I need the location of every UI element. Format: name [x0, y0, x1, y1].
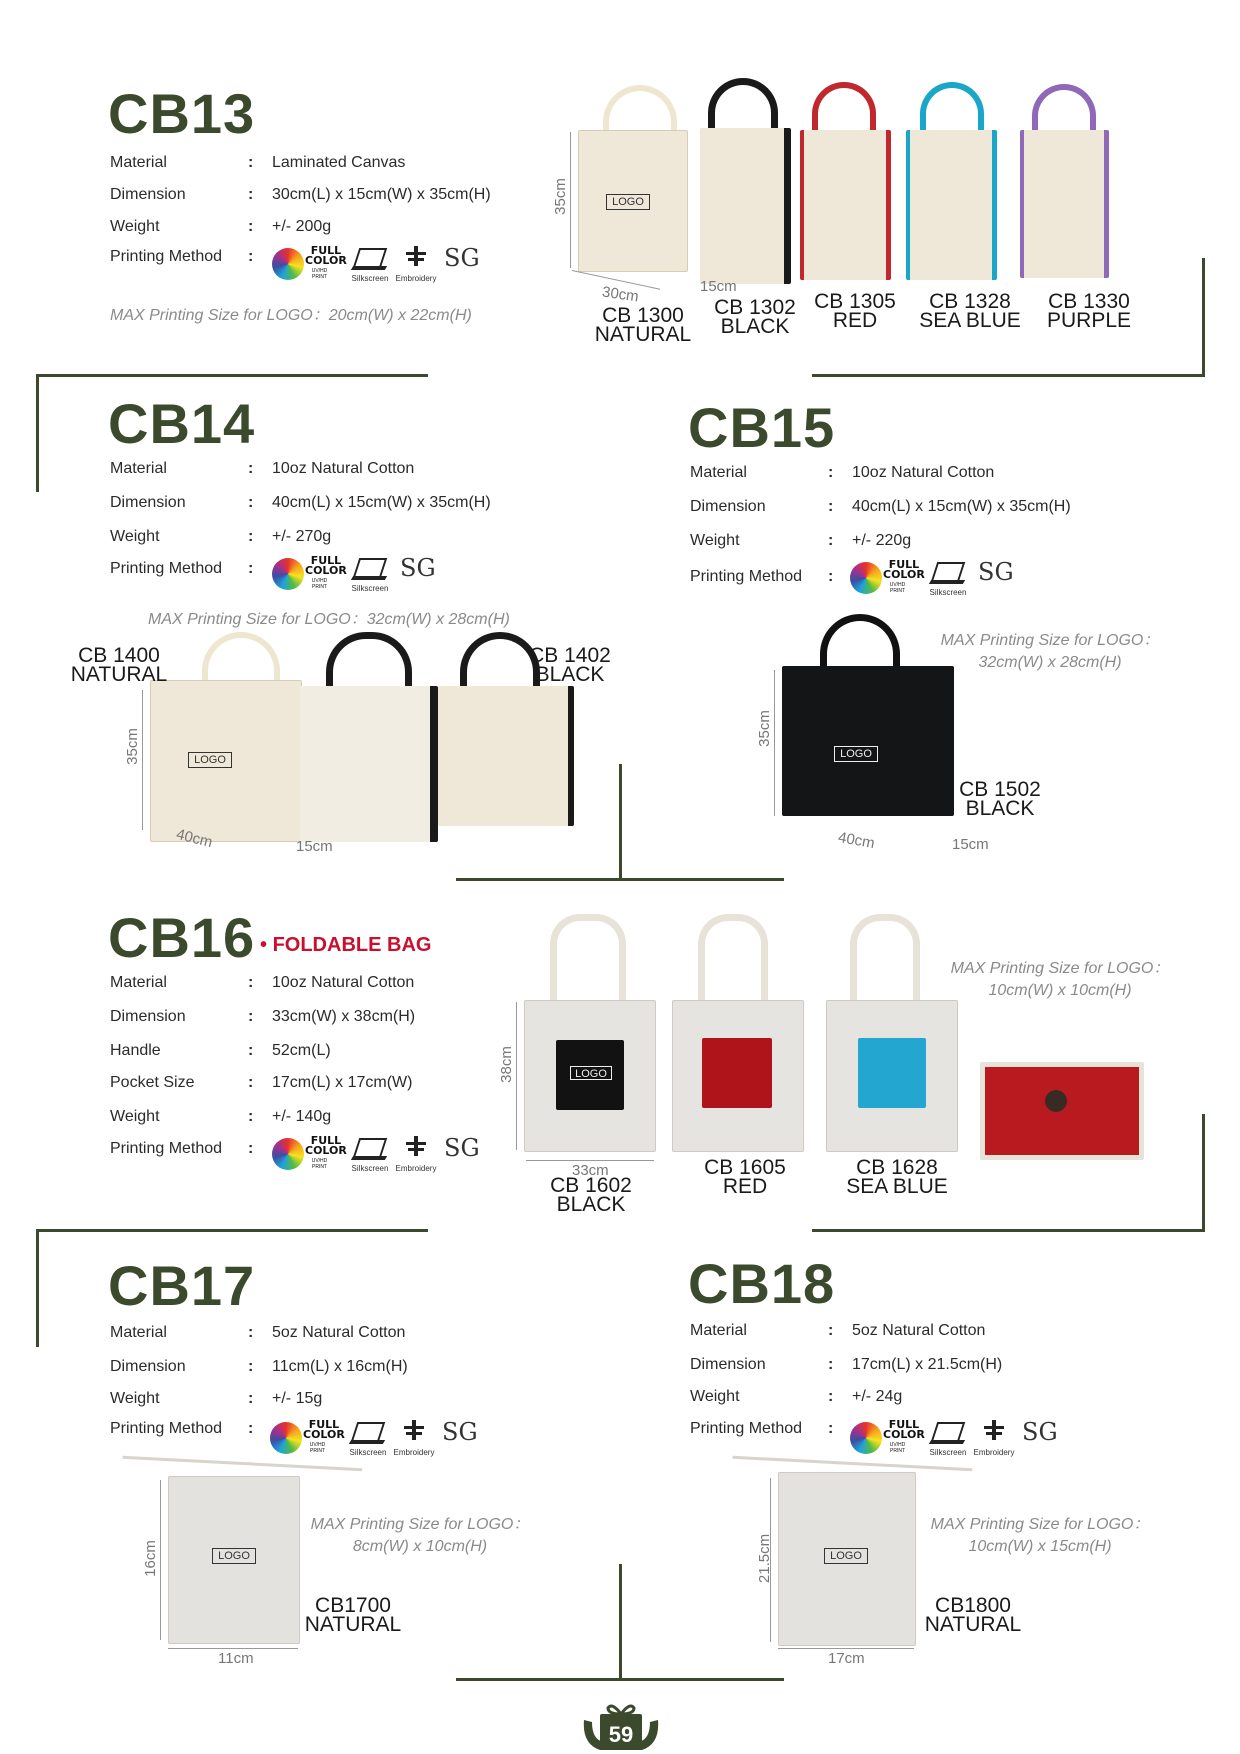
sg-icon: SG	[978, 558, 1014, 586]
spec-colon: :	[828, 532, 834, 549]
pocket-blue	[858, 1038, 926, 1108]
sg-icon: SG	[444, 1134, 480, 1162]
spec-label: Weight	[690, 532, 740, 549]
spec-label: Material	[690, 464, 747, 481]
embroidery-icon: Embroidery	[972, 1418, 1016, 1458]
spec-colon: :	[248, 1324, 254, 1341]
divider-line	[1202, 258, 1205, 377]
dimension-width: 33cm	[572, 1162, 609, 1179]
dimension-length: 30cm	[600, 283, 640, 306]
bag-cb1305	[800, 130, 891, 280]
spec-label: Printing Method	[110, 1420, 223, 1437]
dimension-width: 15cm	[296, 838, 333, 855]
spec-label: Material	[110, 460, 167, 477]
spec-colon: :	[248, 1390, 254, 1407]
silkscreen-icon: Silkscreen	[350, 1134, 390, 1174]
full-color-icon: FULL COLOR UV/HD PRINT	[850, 558, 912, 598]
dimension-height: 16cm	[141, 1540, 159, 1577]
variant-label: CB 1605 RED	[704, 1156, 786, 1198]
silkscreen-icon: Silkscreen	[928, 1418, 968, 1458]
spec-label: Dimension	[110, 1008, 186, 1025]
spec-label: Weight	[110, 528, 160, 545]
dimension-line	[774, 670, 775, 816]
max-print-size-cb14: MAX Printing Size for LOGO：32cm(W) x 28cm(H)	[148, 611, 510, 628]
variant-label: CB 1628 SEA BLUE	[846, 1156, 948, 1198]
dimension-length: 40cm	[174, 825, 215, 852]
spec-colon: :	[248, 1140, 254, 1157]
silkscreen-icon: Silkscreen	[350, 244, 390, 284]
spec-label: Printing Method	[690, 568, 803, 585]
spec-value: 10oz Natural Cotton	[852, 464, 995, 481]
sg-icon: SG	[400, 554, 436, 582]
variant-label: CB 1502 BLACK	[959, 778, 1041, 820]
dimension-line	[778, 1648, 914, 1649]
full-color-icon: FULL COLOR UV/HD PRINT	[850, 1418, 912, 1458]
spec-value: 52cm(L)	[272, 1042, 331, 1059]
spec-colon: :	[248, 1008, 254, 1025]
folded-bag	[980, 1062, 1144, 1160]
spec-colon: :	[828, 1322, 834, 1339]
spec-colon: :	[248, 494, 254, 511]
spec-colon: :	[828, 1356, 834, 1373]
spec-label: Material	[110, 1324, 167, 1341]
sg-icon: SG	[442, 1418, 478, 1446]
printing-icons-cb18	[850, 1418, 1060, 1458]
product-code-cb17: CB17	[108, 1254, 256, 1317]
bag-cb1330	[1020, 130, 1109, 278]
product-code-cb13: CB13	[108, 82, 256, 145]
bag-cb1328	[906, 130, 997, 280]
spec-colon: :	[828, 568, 834, 585]
dimension-height: 21.5cm	[756, 1533, 774, 1584]
dimension-height: 38cm	[497, 1046, 515, 1083]
dimension-line	[570, 132, 571, 268]
spec-colon: :	[248, 248, 254, 265]
spec-label: Dimension	[110, 186, 186, 203]
product-code-cb16: CB16	[108, 906, 256, 969]
spec-label: Weight	[690, 1388, 740, 1405]
dimension-length: 40cm	[836, 828, 876, 853]
spec-colon: :	[248, 154, 254, 171]
spec-value: +/- 15g	[272, 1390, 323, 1407]
product-code-cb18: CB18	[688, 1252, 836, 1315]
variant-label: CB 1400 NATURAL	[70, 644, 168, 686]
spec-value: 5oz Natural Cotton	[272, 1324, 406, 1341]
full-color-icon: FULL COLOR UV/HD PRINT	[272, 554, 334, 594]
divider-line	[36, 1229, 428, 1232]
full-color-icon: FULL COLOR UV/HD PRINT	[272, 1134, 334, 1174]
spec-label: Dimension	[690, 498, 766, 515]
printing-icons-cb16	[272, 1134, 482, 1174]
spec-value: 40cm(L) x 15cm(W) x 35cm(H)	[852, 498, 1071, 515]
button-closure	[1045, 1090, 1067, 1112]
divider-line	[36, 374, 39, 492]
full-color-icon: FULL COLOR UV/HD PRINT	[272, 244, 334, 284]
product-code-cb14: CB14	[108, 392, 256, 455]
variant-label: CB1700 NATURAL	[304, 1594, 402, 1636]
spec-value: Laminated Canvas	[272, 154, 406, 171]
sg-icon: SG	[1022, 1418, 1058, 1446]
spec-label: Dimension	[110, 494, 186, 511]
spec-colon: :	[248, 460, 254, 477]
spec-colon: :	[828, 1388, 834, 1405]
printing-icons-cb15	[850, 558, 1020, 598]
spec-label: Material	[110, 154, 167, 171]
printing-icons-cb13	[272, 244, 482, 284]
spec-value: 40cm(L) x 15cm(W) x 35cm(H)	[272, 494, 491, 511]
printing-icons-cb14	[272, 554, 442, 594]
logo-box: LOGO	[212, 1548, 256, 1564]
divider-line	[456, 1678, 784, 1681]
spec-colon: :	[828, 498, 834, 515]
spec-value: 5oz Natural Cotton	[852, 1322, 986, 1339]
spec-value: +/- 220g	[852, 532, 912, 549]
logo-box: LOGO	[188, 752, 232, 768]
spec-colon: :	[248, 528, 254, 545]
foldable-tag: • FOLDABLE BAG	[260, 934, 432, 956]
spec-label: Pocket Size	[110, 1074, 195, 1091]
dimension-width: 17cm	[828, 1650, 865, 1667]
spec-label: Material	[110, 974, 167, 991]
logo-box: LOGO	[824, 1548, 868, 1564]
variant-label: CB 1402 BLACK	[529, 644, 611, 686]
divider-line	[812, 1229, 1205, 1232]
max-print-size-cb16: MAX Printing Size for LOGO： 10cm(W) x 10cm(H)	[950, 960, 1170, 999]
cb15-bag-group	[755, 610, 989, 860]
max-print-size-cb17: MAX Printing Size for LOGO： 8cm(W) x 10cm(H)	[310, 1516, 530, 1555]
divider-line	[36, 1229, 39, 1347]
variant-label: CB 1302 BLACK	[714, 296, 796, 338]
embroidery-icon: Embroidery	[392, 1418, 436, 1458]
spec-value: +/- 200g	[272, 218, 332, 235]
spec-value: +/- 24g	[852, 1388, 903, 1405]
spec-value: 11cm(L) x 16cm(H)	[272, 1358, 408, 1375]
spec-colon: :	[248, 974, 254, 991]
dimension-line	[160, 1480, 161, 1640]
silkscreen-icon: Silkscreen	[350, 554, 390, 594]
variant-label: CB 1328 SEA BLUE	[919, 290, 1021, 332]
bag-cb1302	[700, 128, 791, 284]
spec-label: Handle	[110, 1042, 161, 1059]
spec-label: Weight	[110, 218, 160, 235]
divider-line	[456, 878, 784, 881]
spec-colon: :	[248, 218, 254, 235]
divider-line	[619, 1564, 622, 1680]
variant-label: CB 1602 BLACK	[550, 1174, 632, 1216]
spec-label: Dimension	[690, 1356, 766, 1373]
spec-value: 17cm(L) x 17cm(W)	[272, 1074, 413, 1091]
embroidery-icon: Embroidery	[394, 244, 438, 284]
bag-cb1502	[782, 666, 954, 816]
full-color-icon: FULL COLOR UV/HD PRINT	[270, 1418, 332, 1458]
divider-line	[812, 374, 1205, 377]
spec-colon: :	[248, 560, 254, 577]
sg-icon: SG	[444, 244, 480, 272]
logo-box: LOGO	[834, 746, 878, 762]
spec-value: +/- 270g	[272, 528, 332, 545]
spec-label: Printing Method	[110, 248, 223, 265]
spec-label: Printing Method	[110, 1140, 223, 1157]
spec-label: Printing Method	[110, 560, 223, 577]
spec-value: 30cm(L) x 15cm(W) x 35cm(H)	[272, 186, 491, 203]
silkscreen-icon: Silkscreen	[928, 558, 968, 598]
spec-colon: :	[828, 1420, 834, 1437]
spec-colon: :	[248, 1074, 254, 1091]
dimension-width: 15cm	[952, 836, 989, 853]
max-print-size-cb15: MAX Printing Size for LOGO： 32cm(W) x 28cm(H)	[940, 632, 1160, 671]
printing-icons-cb17	[270, 1418, 480, 1458]
spec-colon: :	[248, 1108, 254, 1125]
dimension-height: 35cm	[123, 728, 141, 765]
page-number-badge	[578, 1700, 664, 1754]
dimension-line	[168, 1648, 298, 1649]
spec-label: Printing Method	[690, 1420, 803, 1437]
spec-colon: :	[828, 464, 834, 481]
bag-handle	[708, 78, 778, 135]
divider-line	[36, 374, 428, 377]
spec-colon: :	[248, 1358, 254, 1375]
bag-cb1402-back	[438, 686, 574, 826]
spec-label: Dimension	[110, 1358, 186, 1375]
dimension-width: 15cm	[700, 278, 737, 295]
silkscreen-icon: Silkscreen	[348, 1418, 388, 1458]
spec-label: Weight	[110, 1108, 160, 1125]
dimension-height: 35cm	[755, 710, 773, 747]
spec-value: +/- 140g	[272, 1108, 332, 1125]
spec-value: 33cm(W) x 38cm(H)	[272, 1008, 416, 1025]
embroidery-icon: Embroidery	[394, 1134, 438, 1174]
spec-value: 10oz Natural Cotton	[272, 974, 415, 991]
foldable-tag-text: FOLDABLE BAG	[272, 934, 432, 956]
spec-colon: :	[248, 186, 254, 203]
logo-box: LOGO	[606, 194, 650, 210]
page-number: 59	[608, 1722, 634, 1747]
spec-label: Weight	[110, 1390, 160, 1407]
variant-label: CB1800 NATURAL	[924, 1594, 1022, 1636]
pocket-red	[702, 1038, 772, 1108]
spec-value: 10oz Natural Cotton	[272, 460, 415, 477]
spec-colon: :	[248, 1420, 254, 1437]
dimension-width: 11cm	[218, 1650, 254, 1667]
spec-label: Material	[690, 1322, 747, 1339]
dimension-height: 35cm	[551, 178, 569, 215]
variant-label: CB 1300 NATURAL	[594, 304, 692, 346]
bag-cb1402-front	[300, 686, 438, 842]
dimension-line	[526, 1160, 654, 1161]
divider-line	[1202, 1114, 1205, 1232]
logo-box: LOGO	[570, 1066, 612, 1080]
variant-label: CB 1330 PURPLE	[1046, 290, 1132, 332]
spec-value: 17cm(L) x 21.5cm(H)	[852, 1356, 1003, 1373]
spec-colon: :	[248, 1042, 254, 1059]
max-print-size-cb13: MAX Printing Size for LOGO：20cm(W) x 22cm(H)	[110, 307, 472, 324]
variant-label: CB 1305 RED	[814, 290, 896, 332]
dimension-line	[516, 1002, 517, 1150]
dimension-line	[142, 690, 143, 830]
product-code-cb15: CB15	[688, 396, 836, 459]
max-print-size-cb18: MAX Printing Size for LOGO： 10cm(W) x 15cm(H)	[930, 1516, 1150, 1555]
